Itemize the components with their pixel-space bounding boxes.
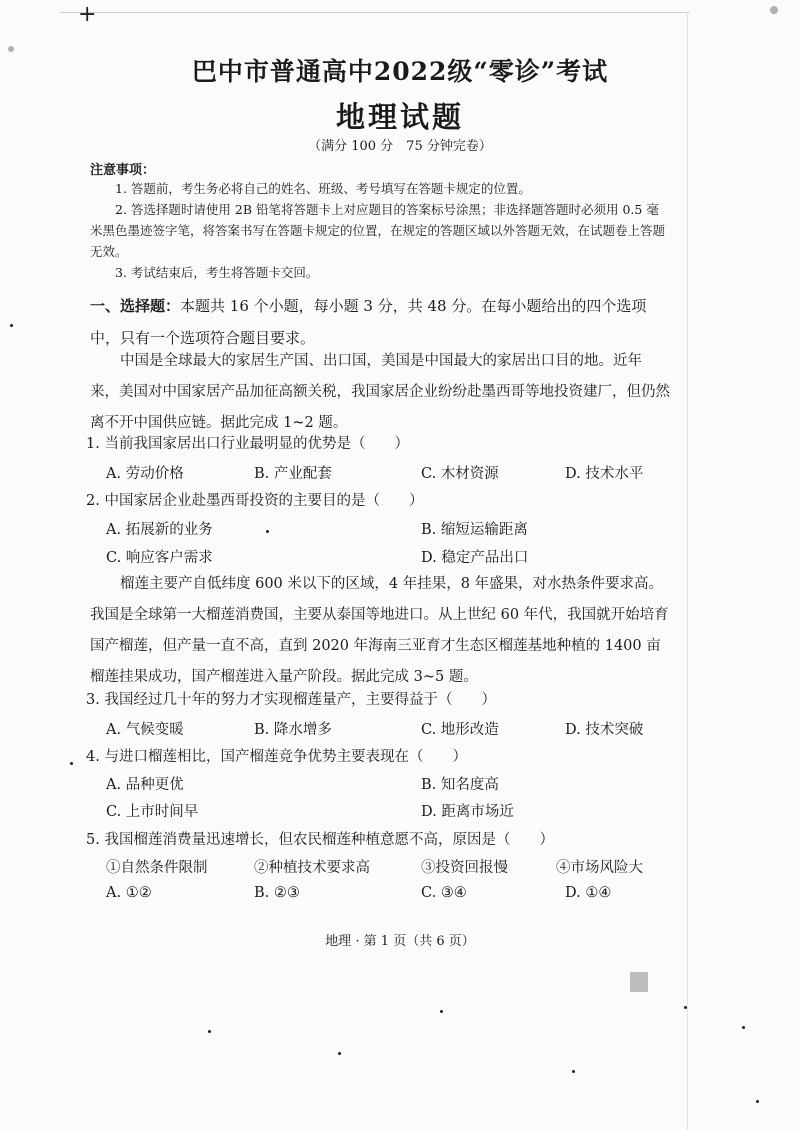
question-1-option-c: C. 木材资源 xyxy=(421,466,499,482)
question-2-option-c: C. 响应客户需求 xyxy=(106,550,213,566)
section-intro: 本题共 16 个小题，每小题 3 分，共 48 分。在每小题给出的四个选项中，只有一个选项符合题目要求。 xyxy=(90,297,647,347)
question-4-stem: 4. 与进口榴莲相比，国产榴莲竞争优势主要表现在（ ） xyxy=(86,749,467,765)
scan-dot xyxy=(756,1100,759,1103)
question-1-option-a: A. 劳动价格 xyxy=(106,466,184,482)
question-4-option-c: C. 上市时间早 xyxy=(106,804,199,820)
question-2-stem: 2. 中国家居企业赴墨西哥投资的主要目的是（ ） xyxy=(86,493,424,509)
section-title: 一、选择题： xyxy=(90,297,181,315)
question-5-option-c: C. ③④ xyxy=(421,885,467,901)
question-5-option-a: A. ①② xyxy=(106,885,152,901)
scan-dot xyxy=(440,1010,443,1013)
question-5-statement-4: ④市场风险大 xyxy=(556,860,643,876)
question-1-option-d: D. 技术水平 xyxy=(565,466,644,482)
scan-dot xyxy=(742,1026,745,1029)
note-item: 1. 答题前，考生务必将自己的姓名、班级、考号填写在答题卡规定的位置。 xyxy=(115,181,531,196)
passage-2: 榴莲主要产自低纬度 600 米以下的区域，4 年挂果，8 年盛果，对水热条件要求高。我国是全球第一大榴莲消费国，主要从泰国等地进口。从上世纪 60 年代，我国就开始培育国产榴莲，但产量一直不高，直到 2020 年海南三亚育才生态区榴莲基地种植的 1400 亩榴莲挂果成功，国产榴莲进入量产阶段。据此完成 3~5 题。 xyxy=(90,576,669,685)
question-5-statement-3: ③投资回报慢 xyxy=(421,860,508,876)
exam-meta: （满分 100 分 75 分钟完卷） xyxy=(308,139,492,154)
scan-dot xyxy=(10,324,13,327)
page-edge-top xyxy=(60,12,690,13)
scan-dot xyxy=(684,1006,687,1009)
scan-dot xyxy=(572,1070,575,1073)
question-2-option-a: A. 拓展新的业务 xyxy=(106,522,213,538)
crop-mark-icon: + xyxy=(78,2,97,27)
scan-speck xyxy=(8,46,14,52)
question-5-option-b: B. ②③ xyxy=(254,885,300,901)
question-5-statement-2: ②种植技术要求高 xyxy=(254,860,370,876)
question-1-stem: 1. 当前我国家居出口行业最明显的优势是（ ） xyxy=(86,436,409,452)
page-footer: 地理 · 第 1 页（共 6 页） xyxy=(325,934,475,949)
scan-smudge xyxy=(630,972,648,992)
question-3-option-d: D. 技术突破 xyxy=(565,722,644,738)
question-5-stem: 5. 我国榴莲消费量迅速增长，但农民榴莲种植意愿不高，原因是（ ） xyxy=(86,832,554,848)
section-heading xyxy=(90,290,670,354)
notes-heading: 注意事项： xyxy=(90,163,156,178)
question-3-option-a: A. 气候变暖 xyxy=(106,722,184,738)
scan-dot xyxy=(70,762,73,765)
page-edge-right xyxy=(687,12,688,1130)
scan-dot xyxy=(208,1030,211,1033)
scan-dot xyxy=(266,530,269,533)
question-4-option-d: D. 距离市场近 xyxy=(421,804,514,820)
note-item: 3. 考试结束后，考生将答题卡交回。 xyxy=(115,265,319,280)
scan-dot xyxy=(338,1052,341,1055)
question-3-stem: 3. 我国经过几十年的努力才实现榴莲量产，主要得益于（ ） xyxy=(86,692,496,708)
question-5-statement-1: ①自然条件限制 xyxy=(106,860,208,876)
scan-speck xyxy=(770,6,778,14)
question-5-option-d: D. ①④ xyxy=(565,885,612,901)
question-1-option-b: B. 产业配套 xyxy=(254,466,332,482)
exam-title: 巴中市普通高中2022级“零诊”考试 xyxy=(191,57,609,86)
question-2-option-b: B. 缩短运输距离 xyxy=(421,522,528,538)
question-4-option-a: A. 品种更优 xyxy=(106,777,184,793)
question-3-option-b: B. 降水增多 xyxy=(254,722,332,738)
subject-title: 地理试题 xyxy=(335,100,464,134)
question-3-option-c: C. 地形改造 xyxy=(421,722,499,738)
question-2-option-d: D. 稳定产品出口 xyxy=(421,550,529,566)
passage-1: 中国是全球最大的家居生产国、出口国，美国是中国最大的家居出口目的地。近年来，美国对中国家居产品加征高额关税，我国家居企业纷纷赴墨西哥等地投资建厂，但仍然离不开中国供应链。据此完成 1~2 题。 xyxy=(90,353,670,431)
note-item: 2. 答选择题时请使用 2B 铅笔将答题卡上对应题目的答案标号涂黑；非选择题答题时必须用 0.5 毫米黑色墨迹签字笔，将答案书写在答题卡规定的位置，在规定的答题区域以外答题无效，在试题卷上答题无效。 xyxy=(90,202,666,259)
question-4-option-b: B. 知名度高 xyxy=(421,777,499,793)
